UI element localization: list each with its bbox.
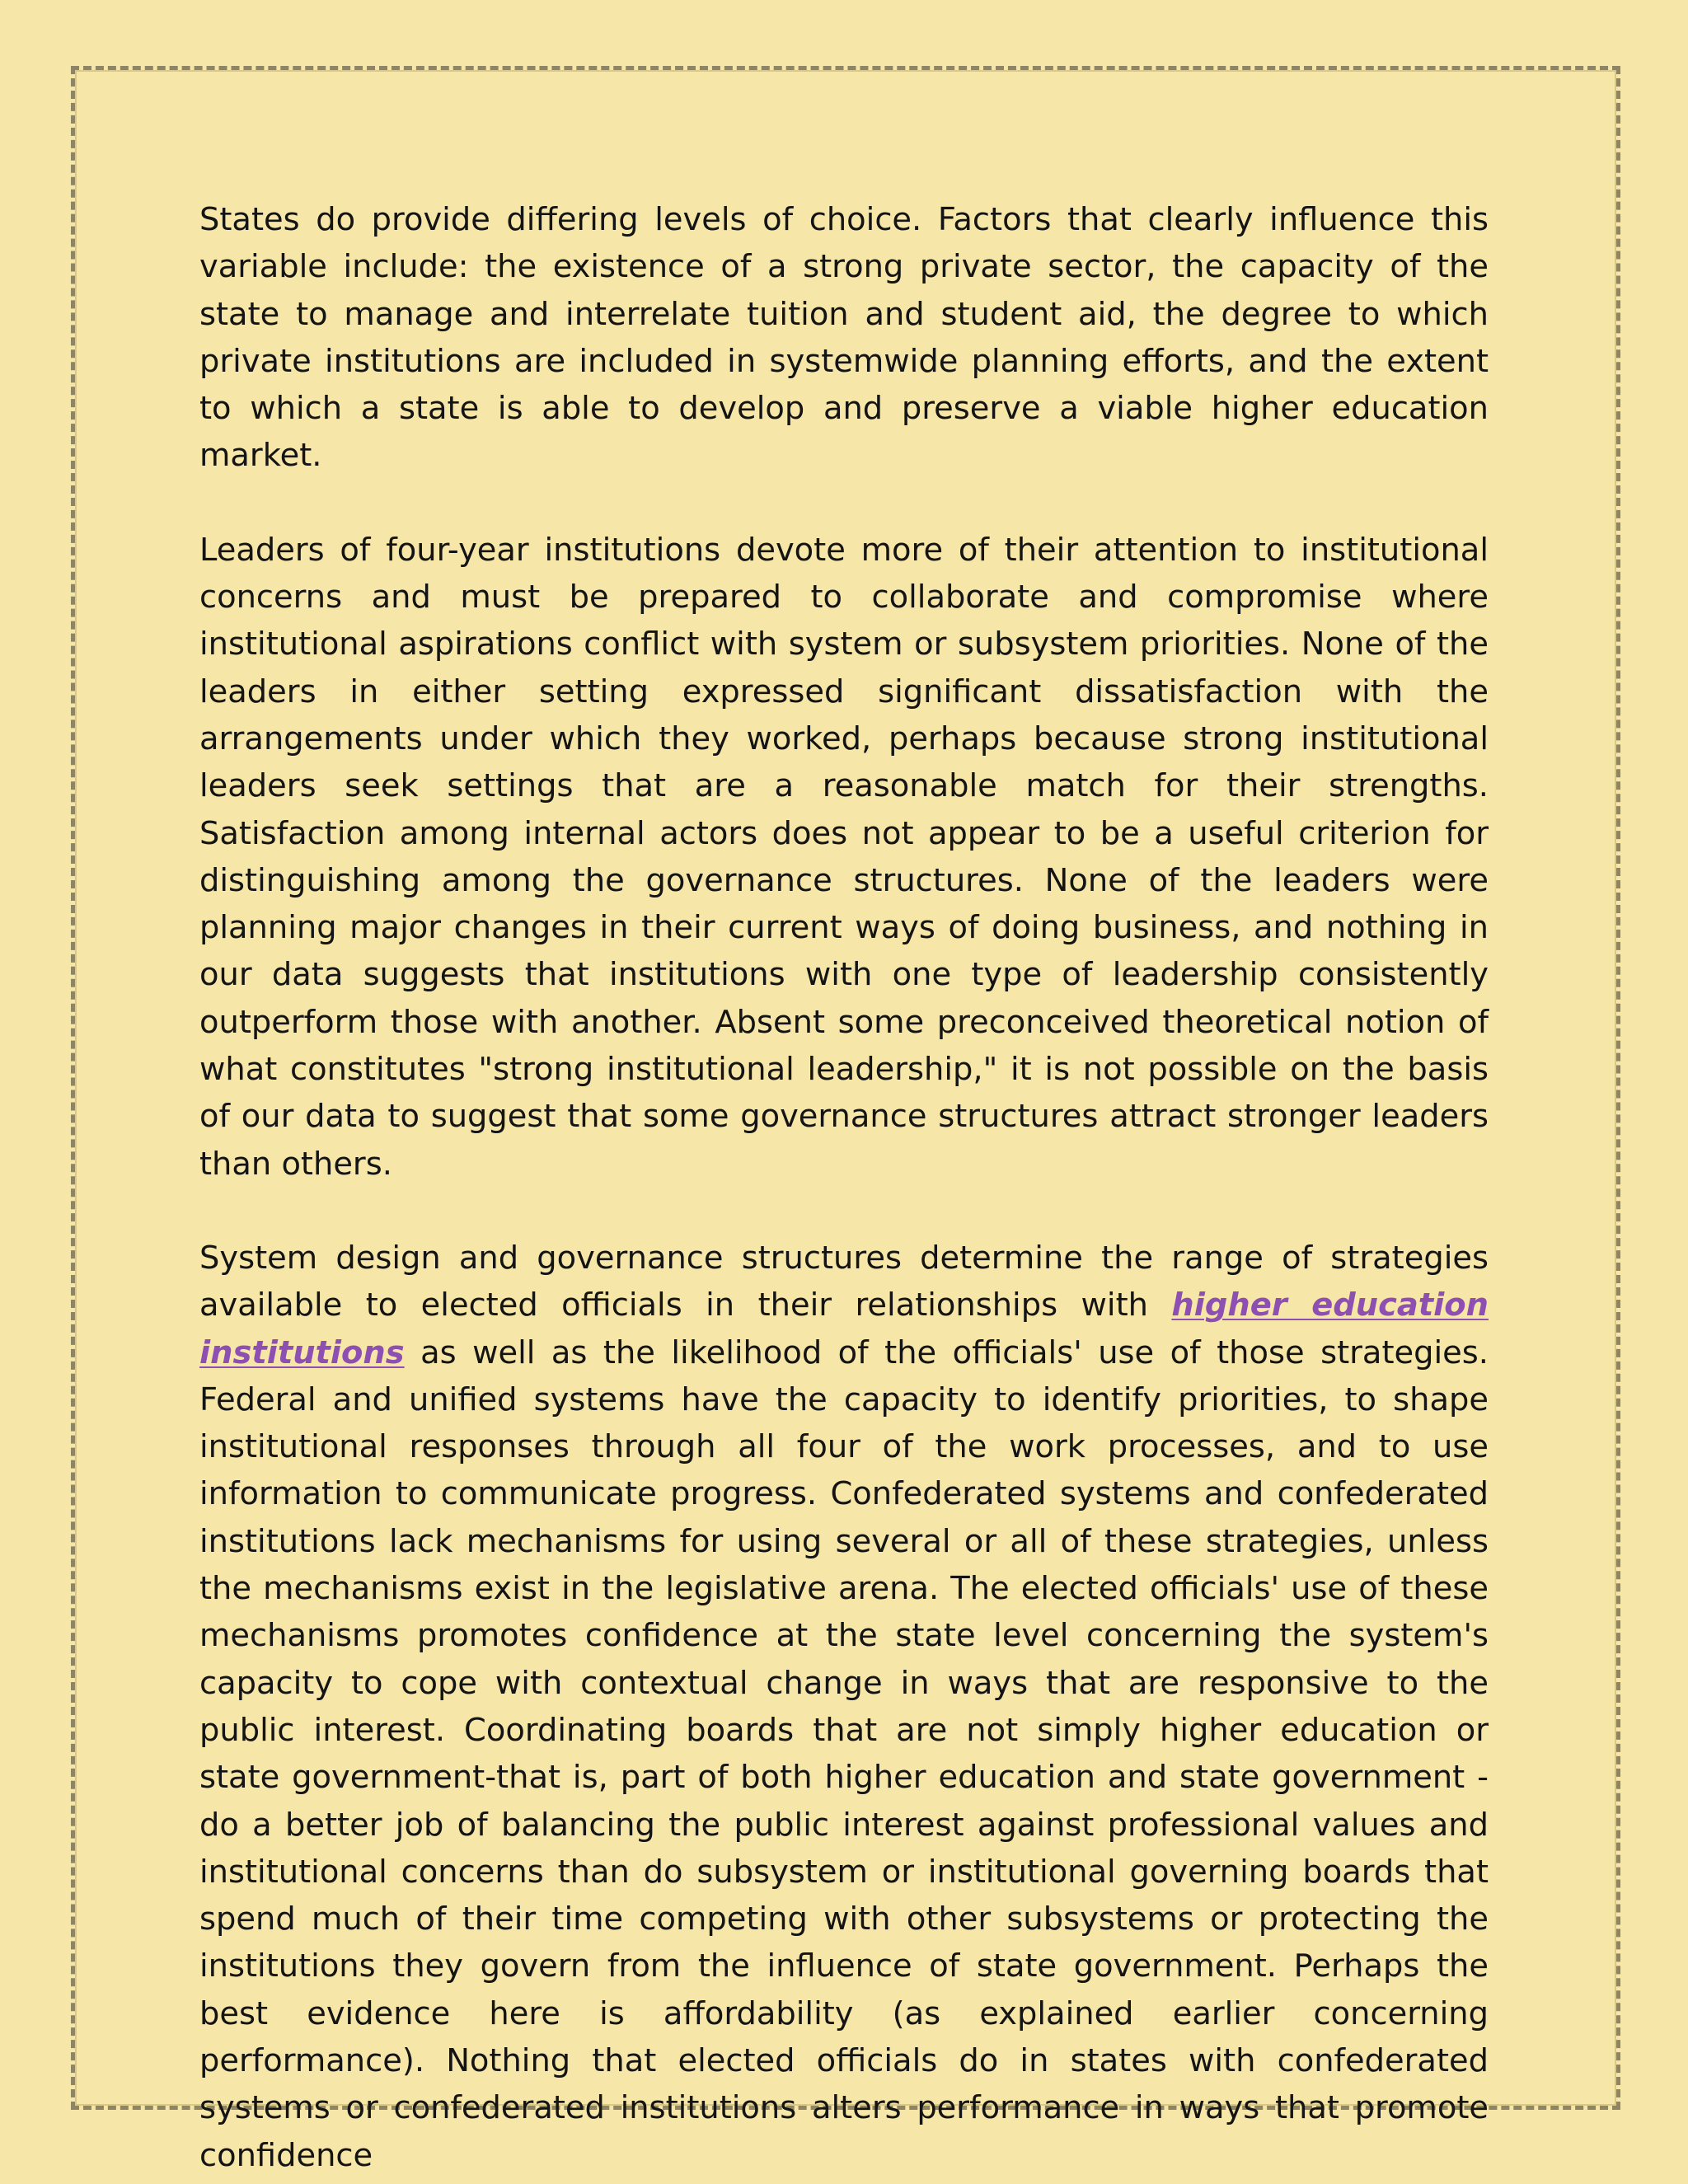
paragraph-text-before-link: System design and governance structures determine the range of strategies available to elected officials in their relationships with xyxy=(199,1239,1489,1324)
paragraph-choice-factors: States do provide differing levels of choice. Factors that clearly influence this variable include: the existence of a strong private sector, the capacity of the state to manage and interrelate tuition and student aid, the degree to which private institutions are included in systemwide planning efforts, and the extent to which a state is able to develop and preserve a viable higher education market. xyxy=(199,201,1489,475)
document-body xyxy=(199,196,1489,2179)
paragraph-text-after-link: as well as the likelihood of the officials' use of those strategies. Federal and unified systems have the capacity to identify priorities, to shape institutional responses through all four of the work processes, and to use information to communicate progress. Confederated systems and confederated institutions lack mechanisms for using several or all of these strategies, unless the mechanisms exist in the legislative arena. The elected officials' use of these mechanisms promotes confidence at the state level concerning the system's capacity to cope with contextual change in ways that are responsive to the public interest. Coordinating boards that are not simply higher education or state government-that is, part of both higher education and state government -do a better job of balancing the public interest against professional values and institutional concerns than do subsystem or institutional governing boards that spend much of their time competing with other subsystems or protecting the institutions they govern from the influence of state government. Perhaps the best evidence here is affordability (as explained earlier concerning performance). Nothing that elected officials do in states with confederated systems or confederated institutions alters performance in ways that promote confidence xyxy=(199,1333,1489,2174)
higher-education-institutions-link[interactable]: higher education institutions xyxy=(199,1286,1489,1371)
paragraph-institutional-leaders: Leaders of four-year institutions devote more of their attention to institutional concerns and must be prepared to collaborate and compromise where institutional aspirations conflict with system or subsystem priorities. None of the leaders in either setting expressed significant dissatisfaction with the arrangements under which they worked, perhaps because strong institutional leaders seek settings that are a reasonable match for their strengths. Satisfaction among internal actors does not appear to be a useful criterion for distinguishing among the governance structures. None of the leaders were planning major changes in their current ways of doing business, and nothing in our data suggests that institutions with one type of leadership consistently outperform those with another. Absent some preconceived theoretical notion of what constitutes "strong institutional leadership," it is not possible on the basis of our data to suggest that some governance structures attract stronger leaders than others. xyxy=(199,531,1489,1183)
paragraph-system-design xyxy=(199,1235,1489,2179)
